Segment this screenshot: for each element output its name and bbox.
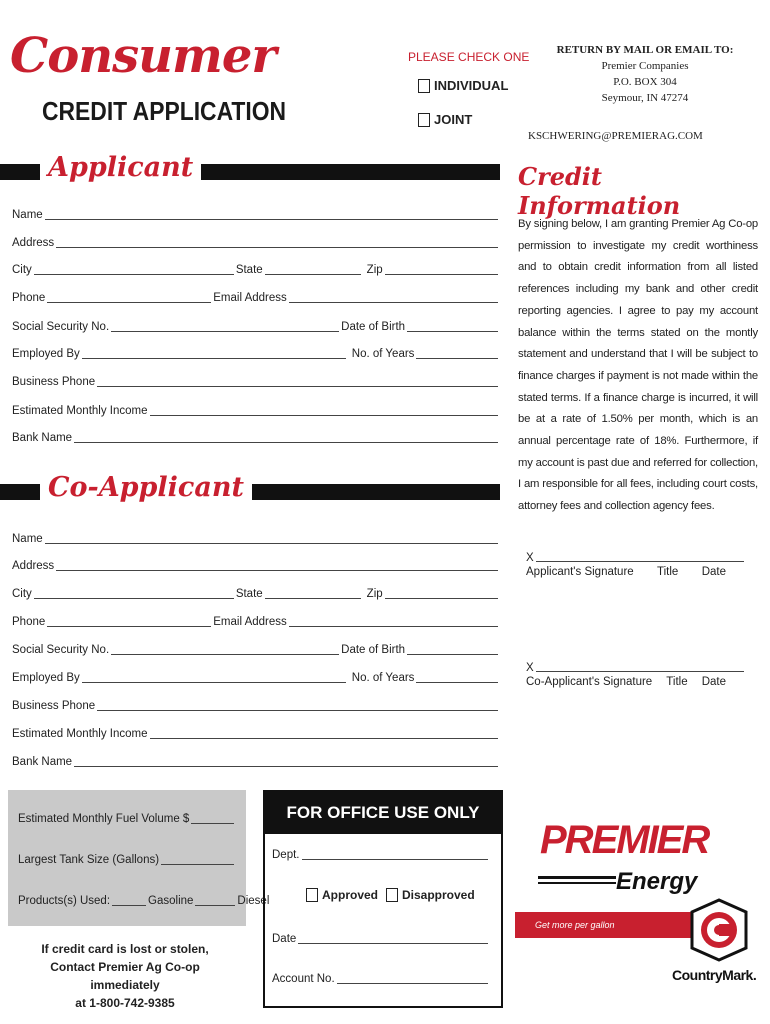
title-label: Title [657,566,679,578]
coapplicant-signature-block[interactable] [526,662,746,688]
x-mark: X [526,552,534,564]
field-label: Business Phone [12,700,96,712]
coapplicant-city-field[interactable] [34,598,234,599]
field-label: Name [12,533,43,545]
approved-label: Approved [322,888,379,902]
dept-row[interactable] [272,848,490,862]
field-label: Products(s) Used: [18,895,111,907]
approved-option[interactable] [306,888,378,902]
x-mark: X [526,662,534,674]
return-address [520,42,770,106]
field-label: Social Security No. [12,321,110,333]
applicant-email-field[interactable] [289,302,498,303]
diesel-field[interactable] [195,905,235,906]
coapplicant-employer-row[interactable] [12,671,500,685]
field-label: Zip [366,588,383,600]
applicant-address-field[interactable] [56,247,498,248]
applicant-ssn-row[interactable] [12,320,500,334]
tank-size-field[interactable] [161,864,234,865]
applicant-state-field[interactable] [265,274,361,275]
applicant-income-row[interactable] [12,404,500,418]
option-individual[interactable] [418,78,508,93]
coapplicant-state-field[interactable] [265,598,361,599]
countrymark-logo-text: CountryMark. [672,967,757,983]
title-script: Consumer [10,28,276,84]
fuel-volume-row[interactable] [18,812,236,826]
coapplicant-years-field[interactable] [416,682,498,683]
applicant-city-field[interactable] [34,274,234,275]
applicant-address-row[interactable] [12,236,500,250]
coapplicant-signature-label: Co-Applicant's Signature [526,676,653,688]
field-label: Date of Birth [341,321,406,333]
field-label: No. of Years [351,348,415,360]
applicant-income-field[interactable] [150,415,498,416]
fuel-volume-field[interactable] [191,823,234,824]
energy-logo-text: Energy [616,868,698,895]
field-label: Largest Tank Size (Gallons) [18,854,160,866]
logo-rule [538,876,616,879]
premier-logo-text: PREMIER [540,818,709,862]
gasoline-field[interactable] [112,905,146,906]
tagline-text: Get more per gallon [535,920,615,930]
field-label: Address [12,560,55,572]
disapproved-checkbox[interactable] [386,888,398,902]
field-label: Date of Birth [341,644,406,656]
coapplicant-city-row[interactable] [12,587,500,601]
applicant-business-phone-field[interactable] [97,386,498,387]
office-date-field[interactable] [298,943,488,944]
applicant-employer-row[interactable] [12,347,500,361]
field-label: Bank Name [12,432,73,444]
field-label: State [235,264,263,276]
return-box: P.O. BOX 304 [613,76,677,88]
field-label: Estimated Monthly Income [12,405,148,417]
coapplicant-employer-field[interactable] [82,682,346,683]
date-label: Date [701,676,726,688]
individual-label: INDIVIDUAL [434,78,509,93]
coapplicant-phone-row[interactable] [12,615,500,629]
coapplicant-phone-field[interactable] [47,626,211,627]
title-label: Title [666,676,688,688]
applicant-phone-field[interactable] [47,302,211,303]
countrymark-badge-icon [688,898,750,962]
lost-line-2: Contact Premier Ag Co-op immediately [50,960,200,992]
coapplicant-address-row[interactable] [12,559,500,573]
diesel-label: Diesel [237,895,270,907]
applicant-business-phone-row[interactable] [12,375,500,389]
applicant-phone-row[interactable] [12,291,500,305]
office-use-heading: FOR OFFICE USE ONLY [265,792,501,834]
joint-checkbox[interactable] [418,113,430,127]
credit-section-title: Credit Information [510,162,770,220]
field-label: City [12,588,32,600]
field-label: Estimated Monthly Fuel Volume $ [18,813,190,825]
coapplicant-ssn-field[interactable] [111,654,339,655]
check-prompt: PLEASE CHECK ONE [408,50,530,64]
option-joint[interactable] [418,112,472,127]
applicant-zip-field[interactable] [385,274,498,275]
applicant-dob-field[interactable] [407,331,498,332]
applicant-bank-field[interactable] [74,442,498,443]
field-label: Employed By [12,348,80,360]
individual-checkbox[interactable] [418,79,430,93]
field-label: Date [272,933,297,945]
date-label: Date [701,566,726,578]
field-label: Estimated Monthly Income [12,728,148,740]
return-heading: RETURN BY MAIL OR EMAIL TO: [556,44,734,56]
field-label: City [12,264,32,276]
field-label: Name [12,209,43,221]
disapproved-option[interactable] [386,888,475,902]
lost-card-notice [20,940,230,1012]
applicant-signature-block[interactable] [526,552,746,578]
field-label: State [235,588,263,600]
credit-terms: By signing below, I am granting Premier Ag Co-op permission to investigate my credit worthiness and to obtain credit information from all listed references including my bank and other credit reporting agencies. I agree to pay my account balance within the terms stated on the montly statement and understand that I will be subject to finance charges if payment is not made within the stated terms. If a finance charge is incurred, it will be at a rate of 1.50% per month, which is an annual percentage rate of 18%. Furthermore, if my account is past due and referred for collection, I am responsible for all fees, including court costs, attorney fees and collection agency fees. [518,218,758,513]
coapplicant-dob-field[interactable] [407,654,498,655]
coapplicant-income-field[interactable] [150,738,498,739]
field-label: Email Address [213,292,287,304]
lost-line-1: If credit card is lost or stolen, [41,942,209,956]
coapplicant-income-row[interactable] [12,727,500,741]
return-email: KSCHWERING@PREMIERAG.COM [528,130,703,142]
applicant-employer-field[interactable] [82,358,346,359]
field-label: Email Address [213,616,287,628]
account-row[interactable] [272,972,490,986]
tagline-stripe [515,912,715,938]
joint-label: JOINT [434,112,473,127]
field-label: No. of Years [351,672,415,684]
lost-line-3: at 1-800-742-9385 [75,996,175,1010]
applicant-name-row[interactable] [12,208,500,222]
applicant-name-field[interactable] [45,219,498,220]
field-label: Employed By [12,672,80,684]
disapproved-label: Disapproved [402,888,475,902]
field-label: Phone [12,616,46,628]
coapplicant-zip-field[interactable] [385,598,498,599]
field-label: Social Security No. [12,644,110,656]
coapplicant-name-field[interactable] [45,543,498,544]
coapplicant-name-row[interactable] [12,532,500,546]
coapplicant-address-field[interactable] [56,570,498,571]
applicant-signature-field[interactable] [536,561,744,562]
logo-rule [538,882,616,884]
coapplicant-signature-field[interactable] [536,671,744,672]
tank-size-row[interactable] [18,853,236,867]
coapplicant-ssn-row[interactable] [12,643,500,657]
applicant-section-title: Applicant [40,152,201,183]
coapplicant-bank-row[interactable] [12,755,500,769]
applicant-ssn-field[interactable] [111,331,339,332]
gasoline-label: Gasoline [148,895,194,907]
approved-checkbox[interactable] [306,888,318,902]
title-block: CREDIT APPLICATION [42,96,287,126]
field-label: Zip [366,264,383,276]
products-row[interactable] [18,894,270,908]
dept-field[interactable] [302,859,489,860]
account-field[interactable] [337,983,488,984]
coapplicant-business-phone-row[interactable] [12,699,500,713]
field-label: Phone [12,292,46,304]
return-company: Premier Companies [601,60,689,72]
applicant-signature-label: Applicant's Signature [526,566,634,578]
field-label: Address [12,237,55,249]
applicant-years-field[interactable] [416,358,498,359]
applicant-city-row[interactable] [12,263,500,277]
applicant-bank-row[interactable] [12,431,500,445]
coapplicant-business-phone-field[interactable] [97,710,498,711]
field-label: Account No. [272,973,335,985]
coapplicant-bank-field[interactable] [74,766,498,767]
field-label: Business Phone [12,376,96,388]
office-date-row[interactable] [272,932,490,946]
coapplicant-email-field[interactable] [289,626,498,627]
return-city: Seymour, IN 47274 [601,92,689,104]
coapplicant-section-title: Co-Applicant [40,472,252,503]
field-label: Dept. [272,849,300,861]
field-label: Bank Name [12,756,73,768]
